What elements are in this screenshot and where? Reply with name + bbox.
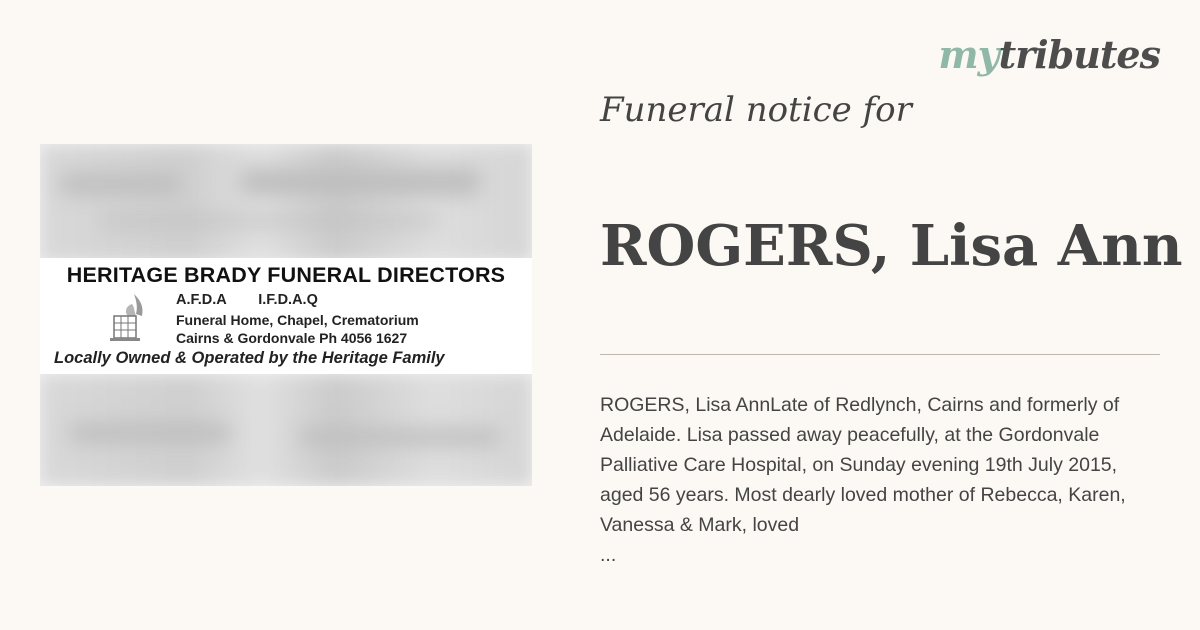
ad-title: HERITAGE BRADY FUNERAL DIRECTORS: [66, 263, 506, 287]
funeral-director-image: [40, 144, 532, 486]
blurred-shape: [240, 169, 480, 195]
deceased-name: ROGERS, Lisa Ann: [600, 213, 1183, 279]
ad-tagline: Locally Owned & Operated by the Heritage Family: [54, 349, 445, 367]
blurred-shape: [60, 174, 180, 194]
notice-text: ROGERS, Lisa AnnLate of Redlynch, Cairns and formerly of Adelaide. Lisa passed away peacefully, at the Gordonvale Palliative Care Hospital, on Sunday evening 19th July 2015, aged 56 years. Most dearly loved mother of Rebecca, Karen, Vanessa & Mark, loved: [600, 394, 1126, 536]
notice-excerpt: [600, 390, 1160, 570]
notice-heading: Funeral notice for: [600, 90, 912, 130]
dove-and-building-emblem-icon: [106, 290, 154, 344]
blurred-shape: [70, 424, 230, 442]
notice-ellipsis: ...: [600, 544, 617, 566]
logo-my: my: [938, 32, 999, 77]
blurred-shape: [100, 214, 440, 228]
ad-services: Funeral Home, Chapel, Crematorium: [176, 312, 419, 328]
blurred-shape: [300, 429, 500, 445]
divider: [600, 354, 1160, 355]
funeral-director-ad: [40, 258, 532, 374]
blurred-background-top: [40, 144, 532, 262]
mytributes-logo[interactable]: [938, 32, 1160, 77]
ad-contact: Cairns & Gordonvale Ph 4056 1627: [176, 330, 408, 346]
ad-associations: A.F.D.A I.F.D.A.Q: [176, 292, 318, 308]
logo-tributes: tributes: [998, 32, 1160, 77]
